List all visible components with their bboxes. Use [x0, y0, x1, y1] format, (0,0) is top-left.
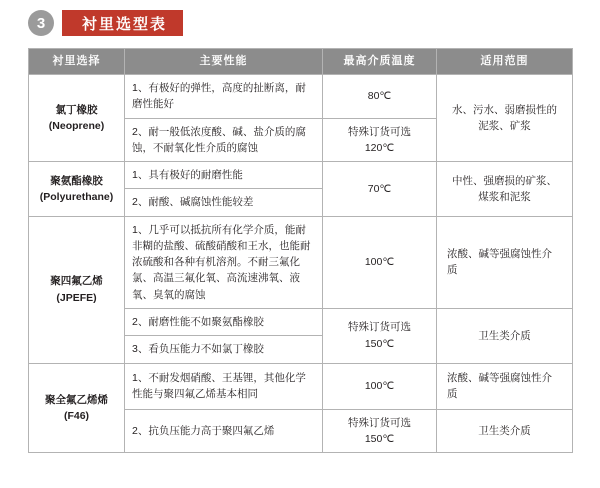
application-cell: 卫生类介质: [437, 409, 573, 453]
column-header-lining: 衬里选择: [29, 49, 125, 75]
temperature-line-2: 150℃: [364, 432, 395, 445]
lining-name-cn: 氯丁橡胶: [55, 103, 98, 116]
table-row: [29, 216, 573, 308]
lining-name-cell: [29, 162, 125, 217]
temperature-line-1: 特殊订货可选: [348, 125, 411, 138]
temperature-cell: 80℃: [323, 75, 437, 119]
temperature-cell: 100℃: [323, 363, 437, 409]
application-line-1: 浓酸、碱等强腐蚀性介: [447, 371, 552, 384]
temperature-cell: [323, 308, 437, 363]
spec-table-wrapper: [28, 48, 572, 453]
table-row: [29, 75, 573, 119]
lining-name-en: (JPEFE): [56, 291, 97, 304]
application-line-2: 泥浆、矿浆: [478, 120, 531, 133]
application-line-1: 中性、强磨损的矿浆、: [452, 174, 557, 187]
temperature-line-1: 特殊订货可选: [348, 416, 411, 429]
application-cell: [437, 75, 573, 162]
section-title: [28, 8, 183, 38]
performance-cell: 2、耐磨性能不如聚氨酯橡胶: [125, 308, 323, 335]
lining-name-en: (F46): [63, 409, 90, 422]
performance-cell: 2、耐酸、碱腐蚀性能较差: [125, 189, 323, 216]
application-line-1: 浓酸、碱等强腐蚀性介: [447, 248, 552, 261]
application-cell: [437, 216, 573, 308]
page-title: 衬里选型表: [72, 10, 183, 36]
temperature-line-1: 特殊订货可选: [348, 321, 411, 334]
table-row: [29, 162, 573, 189]
table-header-row: [29, 49, 573, 75]
application-line-2: 煤浆和泥浆: [478, 190, 531, 203]
lining-selection-table: [28, 48, 573, 453]
application-cell: 卫生类介质: [437, 308, 573, 363]
temperature-line-2: 120℃: [364, 141, 395, 154]
lining-name-cell: [29, 75, 125, 162]
temperature-cell: 70℃: [323, 162, 437, 217]
application-line-1: 水、污水、弱磨损性的: [452, 103, 557, 116]
column-header-application: 适用范围: [437, 49, 573, 75]
lining-name-cn: 聚全氟乙烯烯: [45, 393, 108, 406]
temperature-cell: [323, 118, 437, 162]
application-cell: [437, 162, 573, 217]
title-accent-bar: [62, 10, 72, 36]
column-header-max-temp: 最高介质温度: [323, 49, 437, 75]
lining-name-cell: [29, 216, 125, 363]
performance-cell: 1、有极好的弹性，高度的扯断离，耐磨性能好: [125, 75, 323, 119]
performance-cell: 1、具有极好的耐磨性能: [125, 162, 323, 189]
column-header-performance: 主要性能: [125, 49, 323, 75]
lining-name-cn: 聚氨酯橡胶: [50, 174, 103, 187]
section-number-badge: 3: [28, 10, 54, 36]
application-line-2: 质: [447, 388, 458, 400]
performance-cell: 3、看负压能力不如氯丁橡胶: [125, 336, 323, 363]
application-cell: [437, 363, 573, 409]
performance-cell: 1、几乎可以抵抗所有化学介质，能耐非糊的盐酸、硫酸硝酸和王水，也能耐浓硫酸和各种有机溶剂。不耐三氟化氯、高温三氟化氧、高流速沸氧、液氧、臭氧的腐蚀: [125, 216, 323, 308]
temperature-line-2: 150℃: [364, 337, 395, 350]
application-line-2: 质: [447, 264, 458, 277]
lining-name-en: (Polyurethane): [39, 190, 114, 203]
performance-cell: 2、耐一般低浓度酸、碱、盐介质的腐蚀，不耐氧化性介质的腐蚀: [125, 118, 323, 162]
temperature-cell: 100℃: [323, 216, 437, 308]
lining-name-en: (Neoprene): [48, 120, 105, 133]
table-row: [29, 363, 573, 409]
temperature-cell: [323, 409, 437, 453]
lining-name-cell: [29, 363, 125, 453]
lining-name-cn: 聚四氟乙烯: [50, 275, 103, 288]
performance-cell: 1、不耐发烟硝酸、王基锂，其他化学性能与聚四氟乙烯基本相同: [125, 363, 323, 409]
performance-cell: 2、抗负压能力高于聚四氟乙烯: [125, 409, 323, 453]
